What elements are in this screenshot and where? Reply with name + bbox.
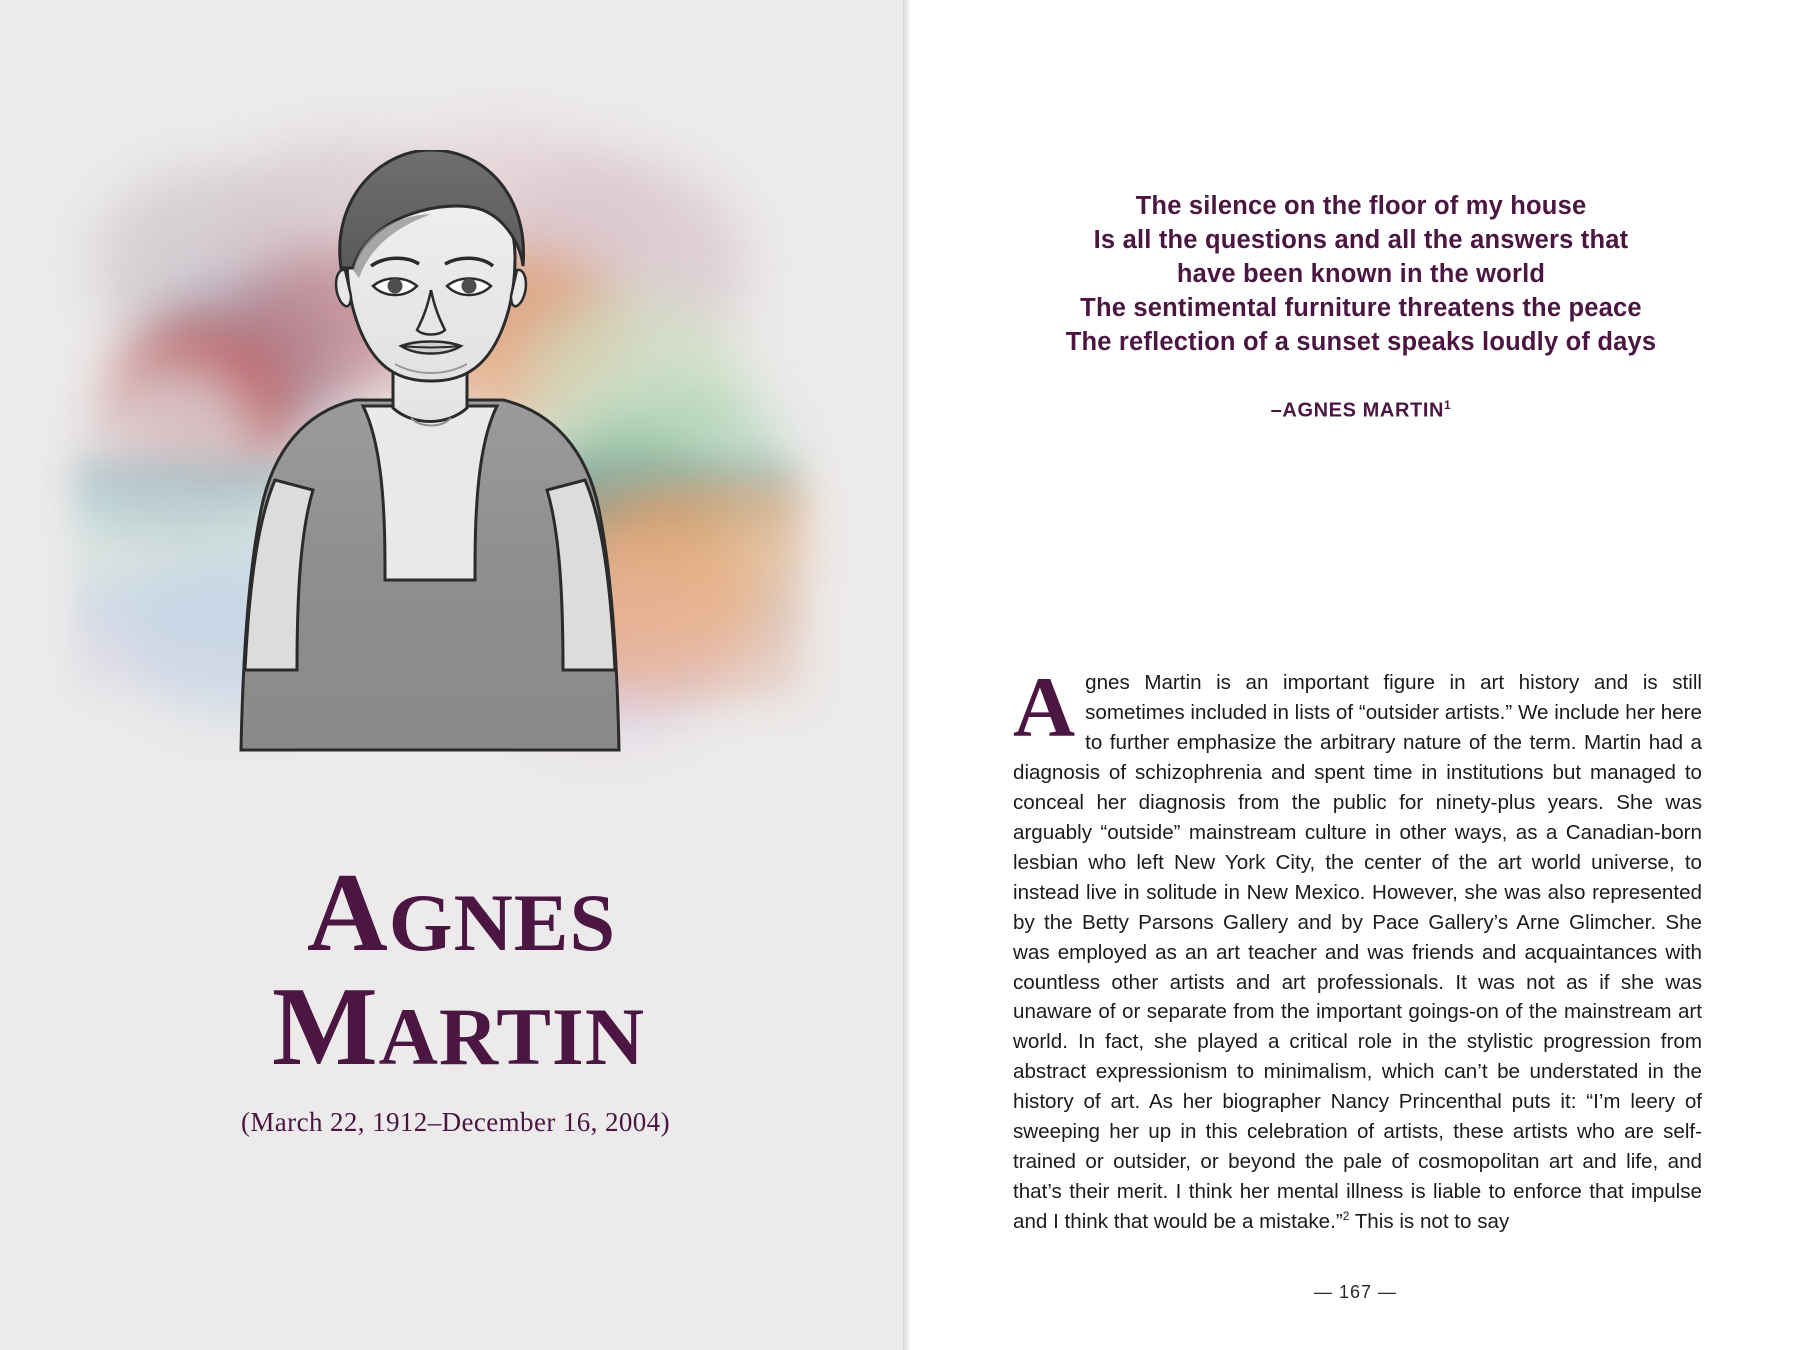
body-text-part2: This is not to say [1349,1210,1510,1234]
page-gutter [903,0,911,1350]
agnes-martin-portrait-illustration [55,130,815,750]
title-line1-rest: GNES [388,877,617,968]
title-line2-rest: ARTIN [378,990,646,1082]
poem-line: have been known in the world [1176,259,1546,288]
poem-attribution-text: –AGNES MARTIN [1270,399,1445,422]
body-text-part1: gnes Martin is an important figure in art history and is still sometimes included in lists of “outsider artists.” We include her here to further emphasize the arbitrary nature of the term. Martin had a diagnosis of schizophrenia and spent time in institutions but managed to conceal her diagnosis from the public for ninety-plus years. She was arguably “outside” mainstream culture in other ways, as a Canadian-born lesbian who left New York City, the center of the art world universe, to instead live in solitude in New Mexico. However, she was also represented by the Betty Parsons Gallery and by Pace Gallery’s Arne Glimcher. She was employed as an art teacher and was friends and acquaintances with countless other artists and art professionals. It was not as if she was unaware of or separate from the important goings-on of the mainstream art world. In fact, she played a critical role in the stylistic progression from abstract expressionism to minimalism, which can’t be understated in the history of art. As her biographer Nancy Princenthal puts it: “I’m leery of sweeping her up in this celebration of artists, these artists who are self-trained or outsider, or beyond the pale of cosmopolitan art and life, and that’s their merit. I think her mental illness is liable to enforce that impulse and I think that would be a mistake.” [1013,671,1702,1234]
poem-footnote-marker: 1 [1444,397,1452,412]
page-number: — 167 — [1313,1282,1398,1302]
portrait-figure [235,150,625,760]
poem-attribution [1011,398,1711,423]
title-line2-capital: M [271,964,379,1089]
drop-capital: A [1013,659,1076,755]
epigraph-poem [1011,190,1711,422]
title-line1-capital: A [306,851,389,975]
poem-line: Is all the questions and all the answers that [1093,225,1629,254]
poem-line: The reflection of a sunset speaks loudly of days [1065,327,1657,356]
page-title [0,851,903,1138]
life-dates: (March 22, 1912–December 16, 2004) [241,1107,670,1138]
right-page [911,0,1800,1350]
poem-line: The sentimental furniture threatens the peace [1080,293,1642,322]
poem-line: The silence on the floor of my house [1135,192,1587,220]
body-paragraph [1013,659,1702,1237]
body-footnote-marker: 2 [1342,1209,1350,1224]
